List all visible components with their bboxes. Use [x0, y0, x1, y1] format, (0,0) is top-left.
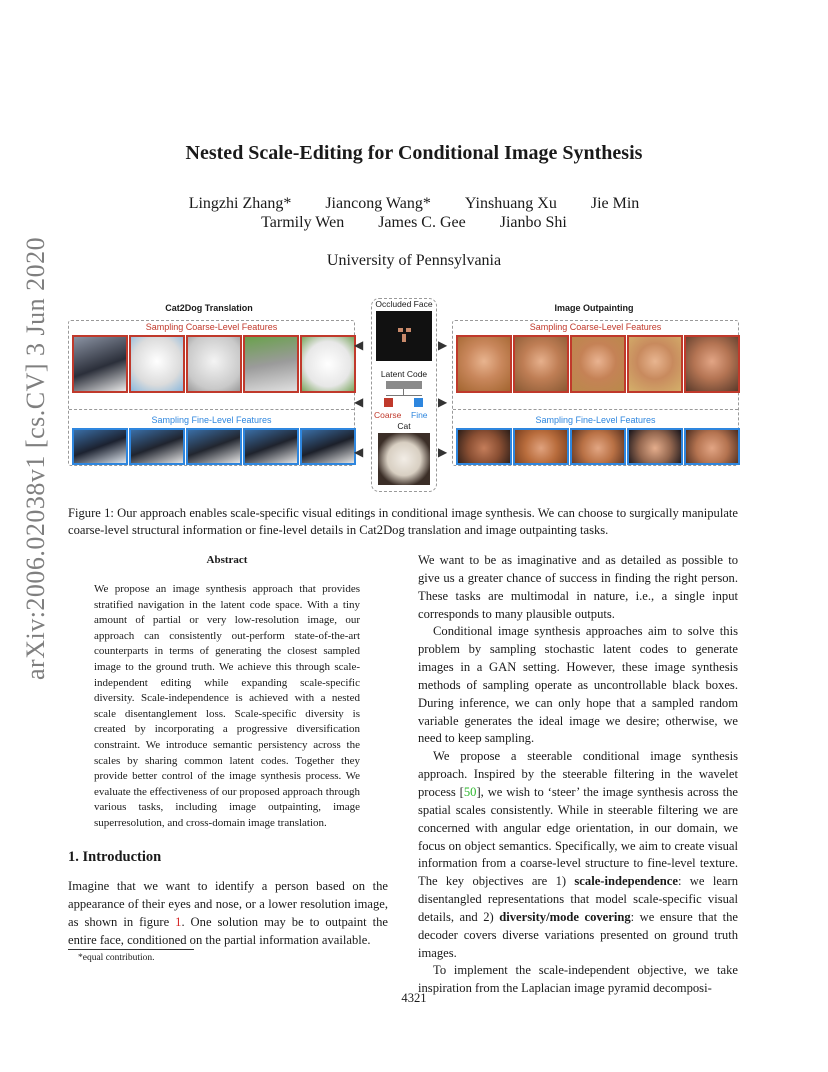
arrow-left-icon: ◀: [354, 445, 364, 459]
outpainting-panel: [452, 320, 739, 466]
paragraph-text: : we learn disentangled representations that model scale-specific visual details, and 2): [418, 874, 738, 924]
abstract-text: We propose an image synthesis approach that provides stratified navigation in the latent code space. With a tiny amount of partial or very low-resolution image, our approach can consistently out-perform state-of-the-art counterparts in terms of generating the closest sampled image to the ground truth. We achieve this through scale-independent editing while expanding scale-specific diversity. Scale-independence is achieved with a nested scale disentanglement loss. Scale-specific diversity is created by incorporating a progressive diversification constraint. We introduce semantic persistency across the scales by sharing common latent codes. Together they provide better control of the image synthesis process. We evaluate the effectiveness of our proposed approach through various tasks, including image outpainting, image superresolution, and cross-domain image translation.: [94, 583, 360, 829]
paragraph: Conditional image synthesis approaches aim to solve this problem by sampling stochastic latent codes to generate images in a GAN setting. However, these image synthesis methods of sampling operate as uncontrollable black boxes. During inference, we can only hope that a sampled random variable generates the ideal image we desire; otherwise, we need to keep sampling.: [418, 624, 738, 746]
face-image: [627, 428, 683, 465]
dog-image: [129, 335, 185, 393]
fine-text: Fine: [411, 410, 428, 420]
figure-reference-link[interactable]: 1: [175, 915, 182, 929]
coarse-label: Sampling Coarse-Level Features: [529, 322, 662, 332]
author-row-2: [0, 214, 828, 232]
dog-image: [186, 335, 242, 393]
arxiv-stamp: arXiv:2006.02038v1 [cs.CV] 3 Jun 2020: [21, 236, 50, 680]
coarse-text: Coarse: [374, 410, 402, 420]
cat-image: [378, 433, 430, 485]
face-image: [456, 428, 512, 465]
paper-title: Nested Scale-Editing for Conditional Image Synthesis: [185, 142, 643, 164]
dog-image: [300, 335, 356, 393]
intro-text: Imagine that we want to identify a person based on the appearance of their eyes and nose, or a lower resolution image, as shown in figure: [68, 879, 388, 929]
outpainting-title: Image Outpainting: [554, 303, 634, 313]
face-image: [684, 335, 740, 393]
coarse-code-block: [384, 398, 393, 407]
author-row-1: [0, 195, 828, 213]
bold-term: diversity/mode covering: [499, 909, 631, 924]
figure-1: [66, 298, 740, 494]
arrow-right-icon: ▶: [438, 338, 448, 352]
cat-label: Cat: [397, 421, 411, 431]
latent-code-label: Latent Code: [380, 369, 428, 379]
intro-text: . One solution may be to outpaint the entire face, conditioned on the partial information available.: [68, 915, 388, 947]
dog-image: [72, 335, 128, 393]
dog-image: [186, 428, 242, 465]
arrow-right-icon: ▶: [438, 445, 448, 459]
author-name: Jiancong Wang*: [325, 195, 431, 212]
dog-image: [129, 428, 185, 465]
dog-image: [243, 428, 299, 465]
coarse-label: Sampling Coarse-Level Features: [145, 322, 278, 332]
divider: [453, 409, 738, 410]
author-name: Jie Min: [590, 195, 640, 212]
paragraph: We want to be as imaginative and as detailed as possible to give us a greater chance of success in finding the right person. These tasks are multimodal in nature, i.e., a single input corresponds to many plausible outputs.: [418, 553, 738, 621]
arrow-right-icon: ▶: [438, 395, 448, 409]
arrow-left-icon: ◀: [354, 338, 364, 352]
section-heading: 1. Introduction: [68, 849, 162, 865]
face-image: [570, 428, 626, 465]
latent-code-bar: [386, 381, 422, 389]
dog-image: [300, 428, 356, 465]
occluded-face-label: Occluded Face: [375, 299, 433, 309]
cat2dog-title: Cat2Dog Translation: [165, 303, 253, 313]
face-image: [456, 335, 512, 393]
connector: [386, 395, 422, 396]
fine-label: Sampling Fine-Level Features: [151, 415, 272, 425]
footnote-rule: [68, 949, 194, 950]
footnote: *equal contribution.: [78, 953, 155, 963]
author-name: Jianbo Shi: [499, 214, 567, 231]
eye-patch: [398, 328, 403, 332]
paragraph-text: We propose a steerable conditional image synthesis approach. Inspired by the steerable filtering in the wavelet process [: [418, 749, 738, 799]
author-name: James C. Gee: [378, 214, 466, 231]
eye-patch: [406, 328, 411, 332]
page-number: 4321: [401, 991, 427, 1005]
paragraph: [418, 748, 738, 962]
dog-image: [72, 428, 128, 465]
dog-image: [243, 335, 299, 393]
face-image: [684, 428, 740, 465]
right-column: [418, 552, 738, 998]
face-image: [627, 335, 683, 393]
affiliation: University of Pennsylvania: [326, 252, 502, 269]
fine-label: Sampling Fine-Level Features: [535, 415, 656, 425]
face-image: [513, 428, 569, 465]
divider: [69, 409, 354, 410]
figure-caption: Figure 1: Our approach enables scale-specific visual editings in conditional image synthesis. We can choose to surgically manipulate coarse-level structural information or fine-level details in Cat2Dog translation and image outpainting tasks.: [68, 506, 738, 537]
face-image: [513, 335, 569, 393]
face-image: [570, 335, 626, 393]
citation-link[interactable]: 50: [463, 784, 477, 799]
paragraph-text: : we ensure that the decoder covers diverse variations presented on ground truth images.: [418, 909, 738, 960]
arrow-left-icon: ◀: [354, 395, 364, 409]
fine-code-block: [414, 398, 423, 407]
bold-term: scale-independence: [574, 874, 678, 889]
cat2dog-panel: [68, 320, 355, 466]
author-name: Lingzhi Zhang*: [188, 195, 292, 212]
abstract-heading: Abstract: [206, 554, 248, 566]
nose-patch: [402, 334, 406, 342]
center-panel: [371, 298, 437, 492]
intro-paragraph: [68, 877, 388, 949]
paragraph: To implement the scale-independent objective, we take inspiration from the Laplacian image pyramid decomposi-: [418, 963, 738, 996]
author-name: Tarmily Wen: [261, 214, 345, 231]
occluded-face-image: [376, 311, 432, 361]
paragraph-text: ], we wish to ‘steer’ the image synthesis across the spatial scales consistently. While in steerable filtering we are concerned with angular edge orientation, in our domain, we focus on object semantics. Specifically, we aim to create visual information from a coarse-level structure to fine-level texture. The key objectives are 1): [418, 784, 738, 889]
author-name: Yinshuang Xu: [464, 195, 557, 212]
